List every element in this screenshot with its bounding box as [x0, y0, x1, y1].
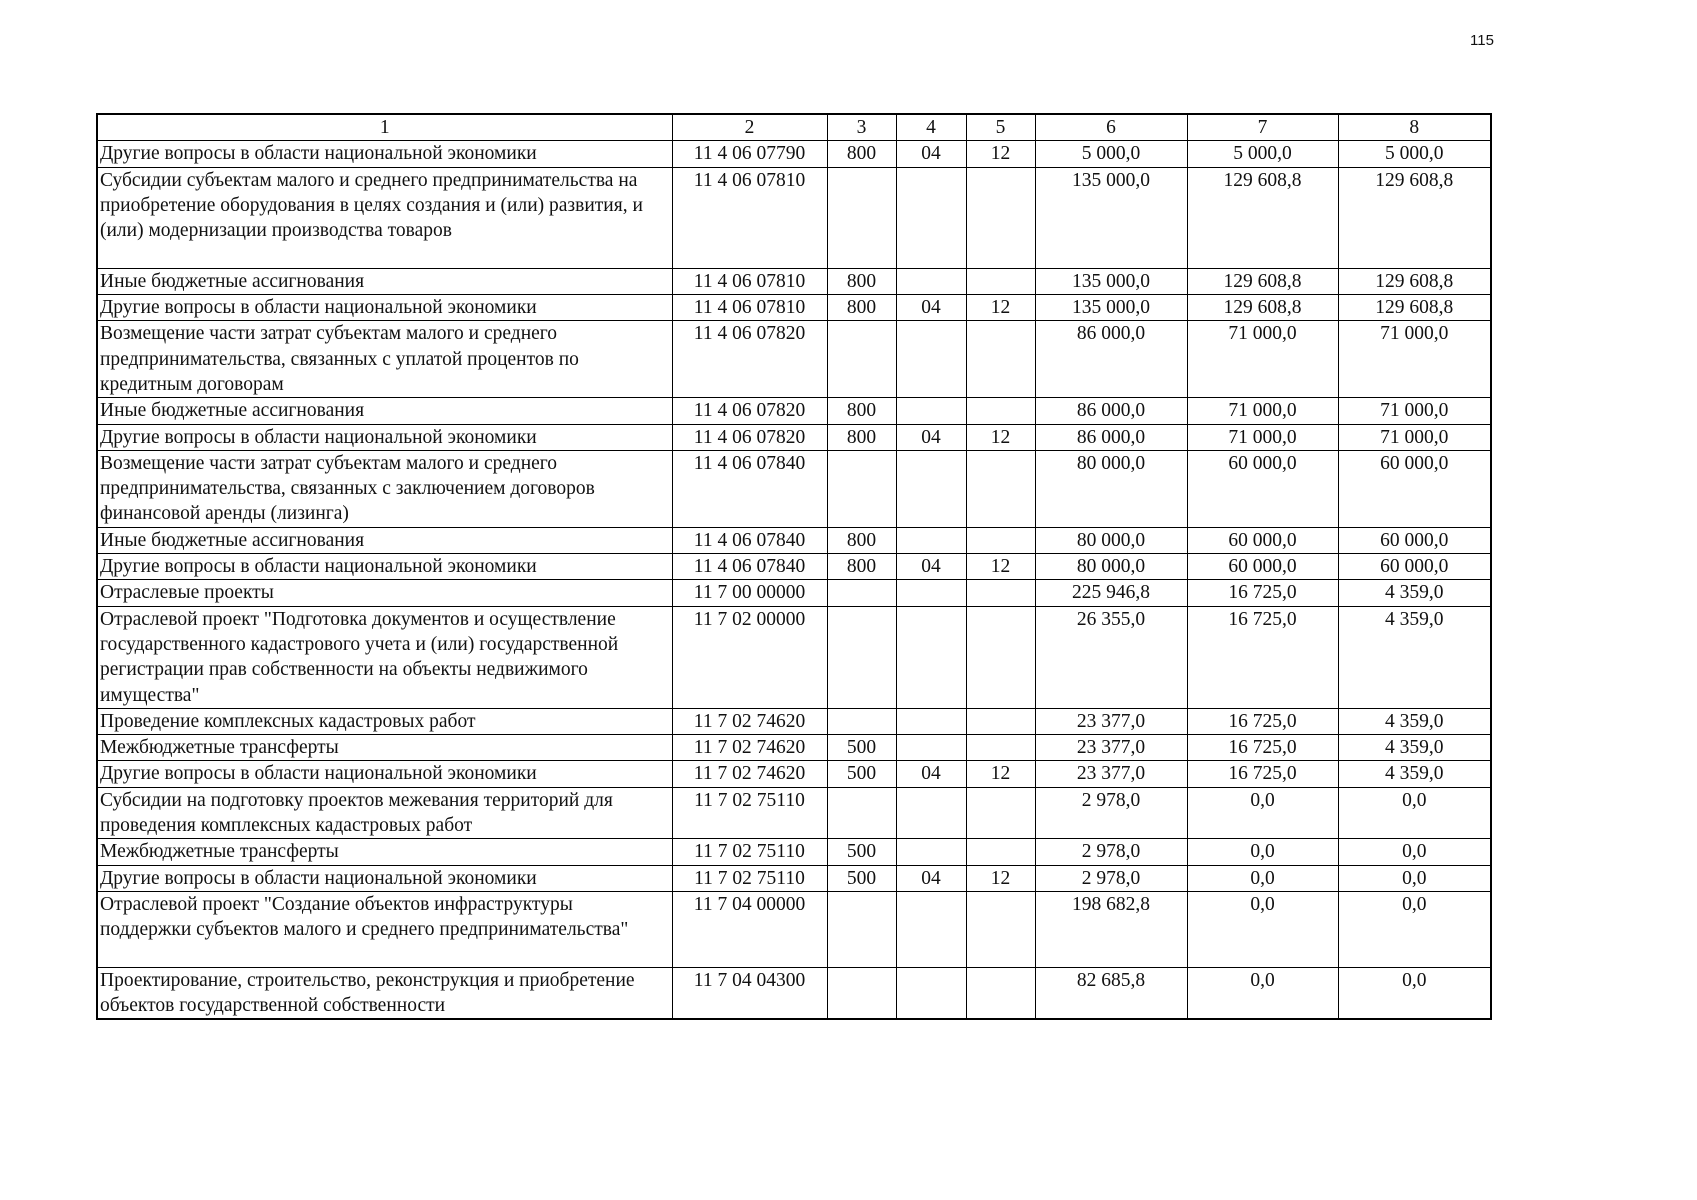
row-description: Проведение комплексных кадастровых работ [97, 708, 672, 734]
expense-type-code: 500 [827, 839, 896, 865]
expense-type-code: 800 [827, 398, 896, 424]
subsection-code: 12 [966, 141, 1035, 167]
target-article-code: 11 4 06 07810 [672, 268, 827, 294]
row-description: Другие вопросы в области национальной экономики [97, 761, 672, 787]
table-row [97, 295, 1491, 321]
amount-col8: 0,0 [1338, 865, 1491, 891]
section-code [896, 167, 966, 268]
section-code [896, 580, 966, 606]
amount-col7: 16 725,0 [1187, 708, 1338, 734]
target-article-code: 11 7 02 74620 [672, 735, 827, 761]
row-description: Отраслевой проект "Создание объектов инфраструктуры поддержки субъектов малого и среднего предпринимательства" [97, 891, 672, 967]
table-row [97, 865, 1491, 891]
subsection-code: 12 [966, 424, 1035, 450]
section-code [896, 398, 966, 424]
expense-type-code [827, 891, 896, 967]
row-description: Другие вопросы в области национальной экономики [97, 424, 672, 450]
subsection-code [966, 450, 1035, 527]
amount-col8: 4 359,0 [1338, 606, 1491, 708]
subsection-code [966, 268, 1035, 294]
expense-type-code: 800 [827, 527, 896, 553]
amount-col7: 129 608,8 [1187, 167, 1338, 268]
amount-col8: 0,0 [1338, 967, 1491, 1019]
subsection-code [966, 321, 1035, 398]
row-description: Отраслевые проекты [97, 580, 672, 606]
amount-col8: 129 608,8 [1338, 295, 1491, 321]
table-row [97, 761, 1491, 787]
row-description: Другие вопросы в области национальной экономики [97, 554, 672, 580]
section-code [896, 450, 966, 527]
amount-col7: 16 725,0 [1187, 761, 1338, 787]
amount-col6: 86 000,0 [1035, 321, 1187, 398]
amount-col8: 60 000,0 [1338, 527, 1491, 553]
expense-type-code: 500 [827, 735, 896, 761]
column-number-header: 7 [1187, 114, 1338, 141]
expense-type-code: 500 [827, 865, 896, 891]
amount-col8: 4 359,0 [1338, 735, 1491, 761]
expense-type-code [827, 450, 896, 527]
amount-col8: 0,0 [1338, 787, 1491, 839]
table-row [97, 527, 1491, 553]
table-row [97, 839, 1491, 865]
section-code [896, 967, 966, 1019]
amount-col6: 198 682,8 [1035, 891, 1187, 967]
target-article-code: 11 4 06 07790 [672, 141, 827, 167]
target-article-code: 11 7 04 04300 [672, 967, 827, 1019]
section-code [896, 839, 966, 865]
amount-col7: 0,0 [1187, 967, 1338, 1019]
subsection-code: 12 [966, 295, 1035, 321]
row-description: Возмещение части затрат субъектам малого и среднего предпринимательства, связанных с заключением договоров финансовой аренды (лизинга) [97, 450, 672, 527]
budget-table [96, 113, 1492, 1020]
table-row [97, 891, 1491, 967]
amount-col6: 2 978,0 [1035, 787, 1187, 839]
row-description: Межбюджетные трансферты [97, 735, 672, 761]
table-row [97, 967, 1491, 1019]
table-row [97, 787, 1491, 839]
expense-type-code: 800 [827, 268, 896, 294]
amount-col8: 71 000,0 [1338, 321, 1491, 398]
column-number-header: 2 [672, 114, 827, 141]
amount-col7: 71 000,0 [1187, 398, 1338, 424]
amount-col7: 0,0 [1187, 865, 1338, 891]
row-description: Возмещение части затрат субъектам малого и среднего предпринимательства, связанных с уплатой процентов по кредитным договорам [97, 321, 672, 398]
table-row [97, 580, 1491, 606]
column-number-header: 4 [896, 114, 966, 141]
amount-col8: 60 000,0 [1338, 554, 1491, 580]
section-code [896, 268, 966, 294]
section-code [896, 527, 966, 553]
section-code [896, 787, 966, 839]
target-article-code: 11 7 02 75110 [672, 787, 827, 839]
table-row [97, 606, 1491, 708]
subsection-code [966, 967, 1035, 1019]
amount-col6: 23 377,0 [1035, 708, 1187, 734]
amount-col7: 16 725,0 [1187, 735, 1338, 761]
column-number-header: 8 [1338, 114, 1491, 141]
subsection-code [966, 167, 1035, 268]
expense-type-code [827, 967, 896, 1019]
amount-col7: 0,0 [1187, 891, 1338, 967]
amount-col7: 60 000,0 [1187, 450, 1338, 527]
target-article-code: 11 7 02 00000 [672, 606, 827, 708]
amount-col6: 82 685,8 [1035, 967, 1187, 1019]
table-row [97, 450, 1491, 527]
expense-type-code [827, 580, 896, 606]
expense-type-code [827, 787, 896, 839]
subsection-code [966, 891, 1035, 967]
amount-col8: 0,0 [1338, 839, 1491, 865]
subsection-code [966, 527, 1035, 553]
amount-col6: 2 978,0 [1035, 865, 1187, 891]
amount-col8: 4 359,0 [1338, 708, 1491, 734]
table-row [97, 708, 1491, 734]
subsection-code [966, 580, 1035, 606]
expense-type-code: 800 [827, 424, 896, 450]
column-number-header: 3 [827, 114, 896, 141]
section-code: 04 [896, 141, 966, 167]
section-code [896, 891, 966, 967]
target-article-code: 11 7 00 00000 [672, 580, 827, 606]
expense-type-code [827, 321, 896, 398]
table-row [97, 424, 1491, 450]
row-description: Субсидии на подготовку проектов межевания территорий для проведения комплексных кадастровых работ [97, 787, 672, 839]
amount-col6: 80 000,0 [1035, 554, 1187, 580]
amount-col8: 71 000,0 [1338, 398, 1491, 424]
subsection-code [966, 787, 1035, 839]
target-article-code: 11 7 04 00000 [672, 891, 827, 967]
table-row [97, 735, 1491, 761]
header-row [97, 114, 1491, 141]
section-code: 04 [896, 295, 966, 321]
amount-col6: 86 000,0 [1035, 424, 1187, 450]
section-code: 04 [896, 865, 966, 891]
table-row [97, 167, 1491, 268]
row-description: Отраслевой проект "Подготовка документов и осуществление государственного кадастрового учета и (или) государственной регистрации прав собственности на объекты недвижимого имущества" [97, 606, 672, 708]
amount-col7: 129 608,8 [1187, 268, 1338, 294]
target-article-code: 11 7 02 74620 [672, 708, 827, 734]
amount-col7: 0,0 [1187, 839, 1338, 865]
amount-col7: 60 000,0 [1187, 527, 1338, 553]
expense-type-code [827, 708, 896, 734]
amount-col7: 5 000,0 [1187, 141, 1338, 167]
target-article-code: 11 7 02 74620 [672, 761, 827, 787]
target-article-code: 11 4 06 07840 [672, 527, 827, 553]
amount-col6: 135 000,0 [1035, 295, 1187, 321]
target-article-code: 11 4 06 07820 [672, 321, 827, 398]
row-description: Иные бюджетные ассигнования [97, 268, 672, 294]
amount-col6: 86 000,0 [1035, 398, 1187, 424]
row-description: Другие вопросы в области национальной экономики [97, 295, 672, 321]
subsection-code [966, 735, 1035, 761]
expense-type-code [827, 167, 896, 268]
expense-type-code: 500 [827, 761, 896, 787]
target-article-code: 11 4 06 07810 [672, 295, 827, 321]
target-article-code: 11 4 06 07840 [672, 554, 827, 580]
target-article-code: 11 4 06 07810 [672, 167, 827, 268]
amount-col6: 80 000,0 [1035, 527, 1187, 553]
amount-col6: 80 000,0 [1035, 450, 1187, 527]
subsection-code: 12 [966, 554, 1035, 580]
section-code [896, 708, 966, 734]
target-article-code: 11 4 06 07840 [672, 450, 827, 527]
amount-col8: 60 000,0 [1338, 450, 1491, 527]
amount-col6: 135 000,0 [1035, 268, 1187, 294]
amount-col8: 5 000,0 [1338, 141, 1491, 167]
column-number-header: 6 [1035, 114, 1187, 141]
row-description: Другие вопросы в области национальной экономики [97, 865, 672, 891]
amount-col7: 71 000,0 [1187, 321, 1338, 398]
expense-type-code [827, 606, 896, 708]
column-number-header: 1 [97, 114, 672, 141]
section-code: 04 [896, 554, 966, 580]
amount-col7: 60 000,0 [1187, 554, 1338, 580]
subsection-code: 12 [966, 865, 1035, 891]
table-row [97, 268, 1491, 294]
amount-col8: 4 359,0 [1338, 580, 1491, 606]
amount-col7: 71 000,0 [1187, 424, 1338, 450]
amount-col8: 71 000,0 [1338, 424, 1491, 450]
table-row [97, 398, 1491, 424]
row-description: Проектирование, строительство, реконструкция и приобретение объектов государственной собственности [97, 967, 672, 1019]
amount-col7: 0,0 [1187, 787, 1338, 839]
row-description: Иные бюджетные ассигнования [97, 398, 672, 424]
expense-type-code: 800 [827, 554, 896, 580]
section-code [896, 606, 966, 708]
page-number: 115 [1470, 32, 1494, 49]
subsection-code: 12 [966, 761, 1035, 787]
amount-col6: 2 978,0 [1035, 839, 1187, 865]
amount-col8: 129 608,8 [1338, 268, 1491, 294]
section-code: 04 [896, 761, 966, 787]
amount-col6: 225 946,8 [1035, 580, 1187, 606]
target-article-code: 11 7 02 75110 [672, 839, 827, 865]
amount-col7: 16 725,0 [1187, 606, 1338, 708]
target-article-code: 11 7 02 75110 [672, 865, 827, 891]
section-code: 04 [896, 424, 966, 450]
table-row [97, 321, 1491, 398]
column-number-header: 5 [966, 114, 1035, 141]
table-row [97, 141, 1491, 167]
amount-col6: 5 000,0 [1035, 141, 1187, 167]
subsection-code [966, 398, 1035, 424]
table-header [97, 114, 1491, 141]
section-code [896, 735, 966, 761]
amount-col6: 135 000,0 [1035, 167, 1187, 268]
amount-col6: 23 377,0 [1035, 735, 1187, 761]
row-description: Межбюджетные трансферты [97, 839, 672, 865]
subsection-code [966, 606, 1035, 708]
expense-type-code: 800 [827, 295, 896, 321]
target-article-code: 11 4 06 07820 [672, 424, 827, 450]
amount-col8: 129 608,8 [1338, 167, 1491, 268]
section-code [896, 321, 966, 398]
subsection-code [966, 839, 1035, 865]
table-body [97, 141, 1491, 1020]
expense-type-code: 800 [827, 141, 896, 167]
amount-col6: 23 377,0 [1035, 761, 1187, 787]
subsection-code [966, 708, 1035, 734]
amount-col7: 16 725,0 [1187, 580, 1338, 606]
target-article-code: 11 4 06 07820 [672, 398, 827, 424]
table-row [97, 554, 1491, 580]
amount-col6: 26 355,0 [1035, 606, 1187, 708]
row-description: Субсидии субъектам малого и среднего предпринимательства на приобретение оборудования в целях создания и (или) развития, и (или) модернизации производства товаров [97, 167, 672, 268]
amount-col8: 4 359,0 [1338, 761, 1491, 787]
amount-col8: 0,0 [1338, 891, 1491, 967]
amount-col7: 129 608,8 [1187, 295, 1338, 321]
row-description: Другие вопросы в области национальной экономики [97, 141, 672, 167]
row-description: Иные бюджетные ассигнования [97, 527, 672, 553]
